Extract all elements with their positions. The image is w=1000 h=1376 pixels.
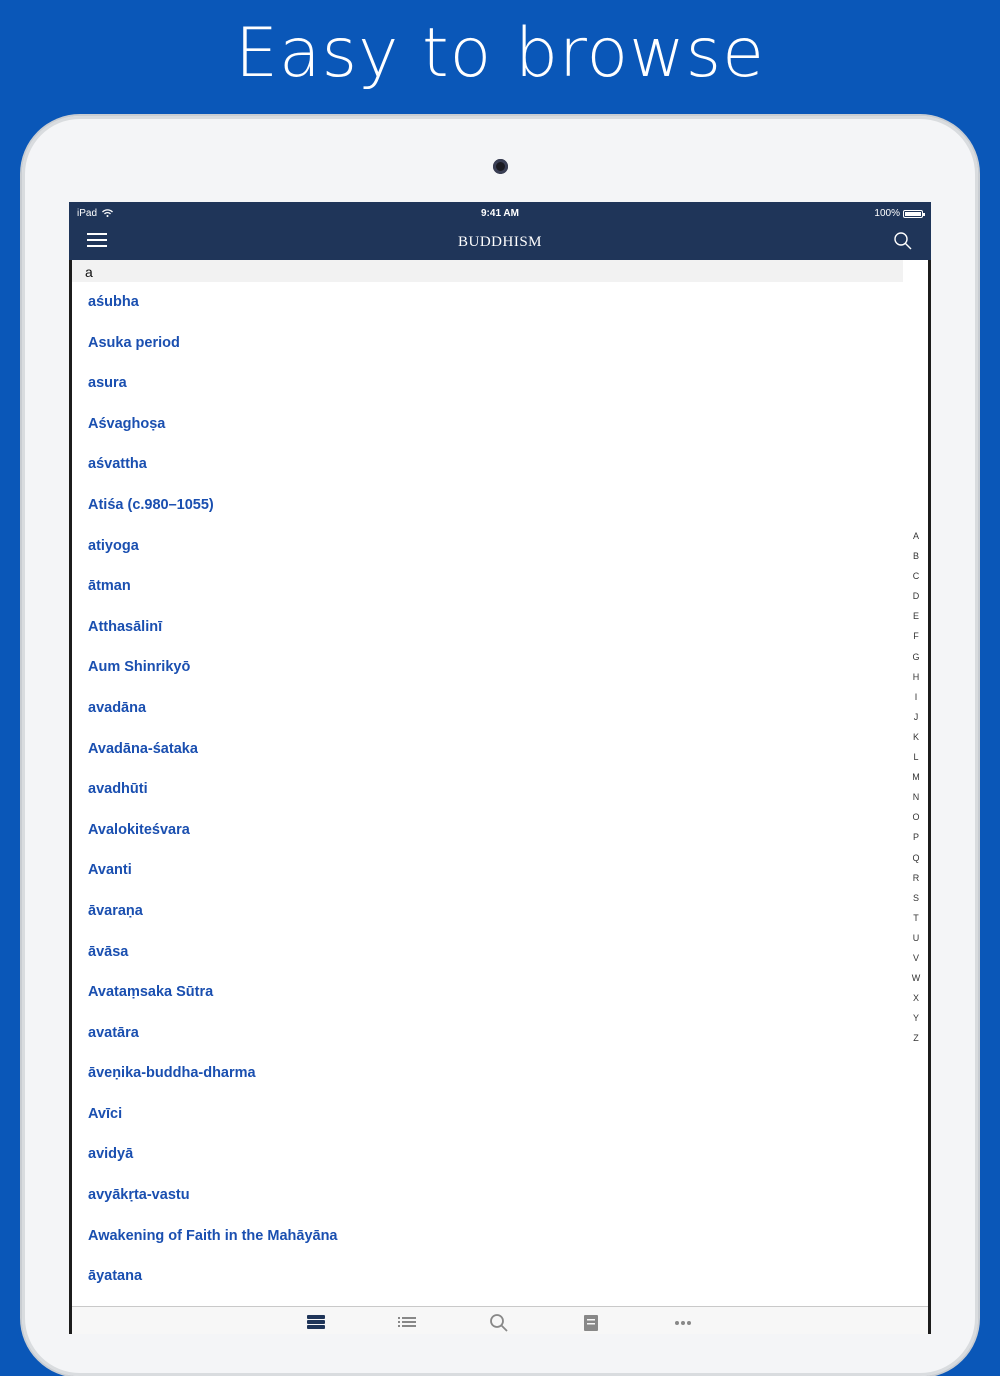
- index-letter[interactable]: G: [912, 651, 920, 662]
- books-icon[interactable]: [304, 1313, 328, 1333]
- content-area: [72, 260, 928, 1306]
- list-item[interactable]: Atiśa (c.980–1055): [88, 496, 214, 513]
- index-letter[interactable]: I: [914, 691, 918, 702]
- list-item[interactable]: avidyā: [88, 1146, 134, 1163]
- index-letter[interactable]: U: [912, 932, 920, 943]
- device-label: iPad: [77, 208, 98, 219]
- camera-icon: [493, 159, 508, 174]
- list-item[interactable]: aśvattha: [88, 456, 147, 473]
- app-screen: [69, 202, 931, 1334]
- list-item[interactable]: Asuka period: [88, 334, 180, 351]
- index-letter[interactable]: P: [912, 832, 919, 843]
- index-letter[interactable]: Z: [913, 1033, 919, 1044]
- list-item[interactable]: avadhūti: [88, 781, 148, 798]
- index-letter[interactable]: J: [913, 711, 919, 722]
- index-letter[interactable]: X: [912, 993, 919, 1004]
- index-letter[interactable]: C: [912, 571, 920, 582]
- index-letter[interactable]: E: [912, 611, 919, 622]
- index-letter[interactable]: D: [912, 591, 920, 602]
- index-letter[interactable]: L: [913, 752, 919, 763]
- list-item[interactable]: Avīci: [88, 1105, 123, 1122]
- index-letter[interactable]: V: [912, 952, 919, 963]
- list-item[interactable]: āvāsa: [88, 943, 129, 960]
- search-icon[interactable]: [893, 231, 913, 251]
- index-letter[interactable]: S: [912, 892, 919, 903]
- index-letter[interactable]: R: [912, 872, 920, 883]
- index-letter[interactable]: W: [911, 973, 921, 984]
- index-letter[interactable]: M: [912, 772, 920, 783]
- entry-list: [72, 282, 903, 1297]
- tab-bar: [72, 1306, 928, 1334]
- list-item[interactable]: Aśvaghoṣa: [88, 415, 166, 432]
- list-item[interactable]: āvaraṇa: [88, 902, 143, 919]
- headline: Easy to browse: [235, 14, 765, 93]
- section-header: [72, 260, 903, 282]
- list-item[interactable]: Avataṃsaka Sūtra: [88, 984, 214, 1001]
- list-item[interactable]: āveṇika-buddha-dharma: [88, 1065, 256, 1082]
- index-letter[interactable]: T: [913, 912, 919, 923]
- list-item[interactable]: āyatana: [88, 1268, 143, 1285]
- list-item[interactable]: atiyoga: [88, 537, 139, 554]
- list-item[interactable]: aśubha: [88, 294, 139, 310]
- list-item[interactable]: Awakening of Faith in the Mahāyāna: [88, 1227, 338, 1244]
- notes-icon[interactable]: [579, 1313, 603, 1333]
- list-item[interactable]: avadāna: [88, 699, 147, 716]
- nav-bar: [69, 224, 931, 260]
- index-letter[interactable]: Q: [912, 852, 920, 863]
- more-icon[interactable]: [671, 1313, 695, 1333]
- index-letter[interactable]: K: [912, 731, 919, 742]
- alphabet-index[interactable]: [904, 526, 928, 1048]
- index-letter[interactable]: O: [912, 812, 920, 823]
- index-letter[interactable]: B: [912, 551, 919, 562]
- list-item[interactable]: Avadāna-śataka: [88, 740, 198, 757]
- search-tab-icon[interactable]: [487, 1313, 511, 1333]
- battery-icon: [903, 210, 923, 218]
- page-title: BUDDHISM: [457, 234, 542, 250]
- index-letter[interactable]: Y: [912, 1013, 919, 1024]
- battery-percent: 100%: [874, 208, 900, 219]
- list-item[interactable]: Avalokiteśvara: [88, 821, 190, 838]
- list-item[interactable]: avatāra: [88, 1024, 139, 1041]
- list-item[interactable]: Aum Shinrikyō: [88, 659, 191, 676]
- list-item[interactable]: asura: [88, 375, 127, 392]
- index-letter[interactable]: A: [912, 531, 919, 541]
- list-item[interactable]: Avanti: [88, 862, 132, 879]
- status-right: [874, 208, 923, 219]
- section-letter: a: [85, 264, 93, 280]
- status-bar: [69, 202, 931, 224]
- list-item[interactable]: Atthasālinī: [88, 618, 163, 635]
- index-letter[interactable]: H: [912, 671, 920, 682]
- list-item[interactable]: ātman: [88, 578, 131, 595]
- index-letter[interactable]: N: [912, 792, 920, 803]
- list-item[interactable]: avyākṛta-vastu: [88, 1187, 190, 1204]
- list-icon[interactable]: [395, 1313, 419, 1333]
- index-letter[interactable]: F: [913, 631, 919, 642]
- status-time: 9:41 AM: [481, 208, 519, 219]
